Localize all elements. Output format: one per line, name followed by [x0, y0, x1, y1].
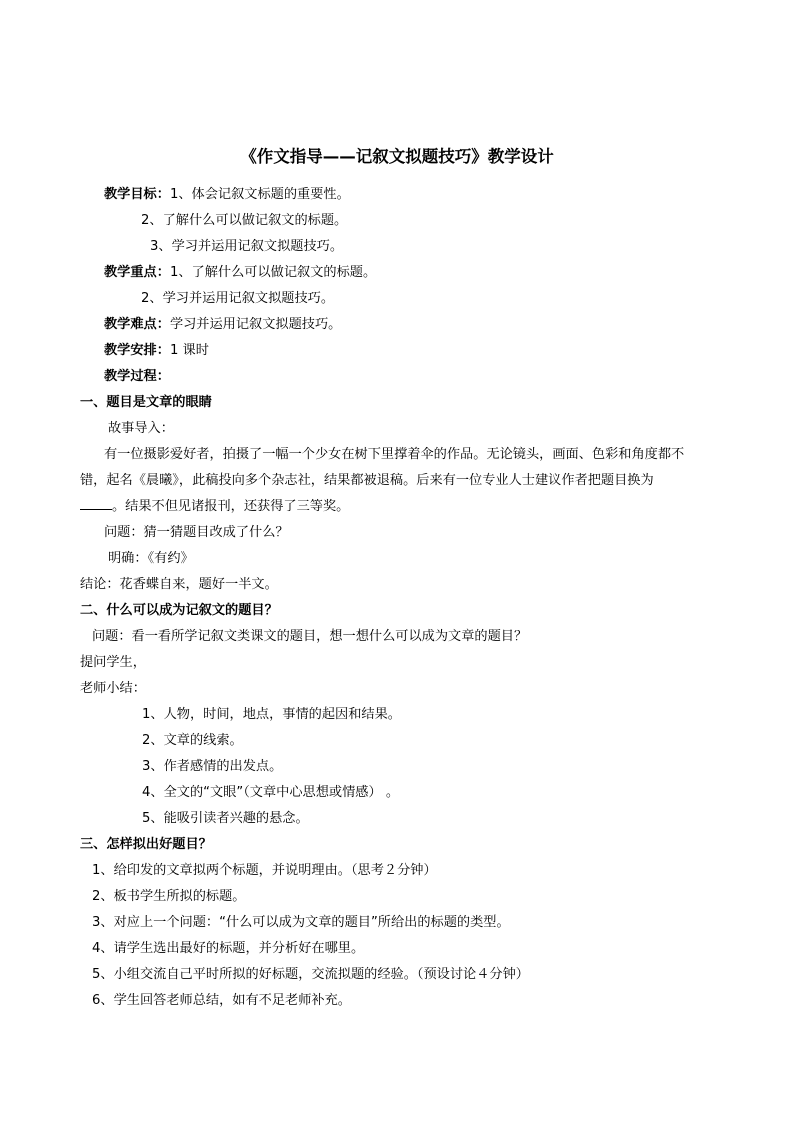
schedule-label: 教学安排： — [104, 343, 170, 358]
section-heading: 一、题目是文章的眼睛 — [80, 395, 212, 410]
list-item: 3、对应上一个问题：“什么可以成为文章的题目”所给出的标题的类型。 — [92, 915, 510, 930]
key-points-label: 教学重点： — [104, 265, 170, 280]
difficulty-text: 学习并运用记叙文拟题技巧。 — [169, 317, 342, 332]
list-item: 5、小组交流自己平时所拟的好标题，交流拟题的经验。（预设讨论４分钟） — [92, 967, 529, 982]
list-item: 1、给印发的文章拟两个标题，并说明理由。（思考２分钟） — [92, 863, 437, 878]
teaching-difficulty — [104, 316, 341, 334]
list-item: 6、学生回答老师总结，如有不足老师补充。 — [92, 993, 351, 1008]
page-title: 《作文指导——记叙文拟题技巧》教学设计 — [240, 147, 554, 166]
section-heading: 三、怎样拟出好题目？ — [80, 837, 212, 852]
goal-item: 3、学习并运用记叙文拟题技巧。 — [150, 239, 344, 254]
goal-item: 1、体会记叙文标题的重要性。 — [169, 187, 350, 202]
list-item: 5、能吸引读者兴趣的悬念。 — [142, 811, 309, 826]
schedule-text: 1 课时 — [169, 343, 209, 358]
goals-label: 教学目标： — [104, 187, 170, 202]
section-heading: 二、什么可以成为记叙文的题目？ — [80, 603, 278, 618]
story-text-end: 。结果不但见诸报刊，还获得了三等奖。 — [112, 499, 350, 514]
teaching-process — [104, 368, 170, 386]
story-text — [80, 498, 349, 516]
teacher-summary-label: 老师小结： — [80, 681, 146, 696]
question-text: 问题：看一看所学记叙文类课文的题目，想一想什么可以成为文章的题目？ — [92, 629, 528, 644]
story-text: 有一位摄影爱好者，拍摄了一幅一个少女在树下里撑着伞的作品。无论镜头，画面、色彩和角度都不 — [104, 447, 685, 462]
list-item: 2、文章的线索。 — [142, 733, 243, 748]
ask-students-text: 提问学生， — [80, 655, 146, 670]
story-text: 错，起名《晨曦》，此稿投向多个杂志社，结果都被退稿。后来有一位专业人士建议作者把题目换为 — [80, 473, 654, 488]
teaching-schedule — [104, 342, 209, 360]
process-label: 教学过程： — [104, 369, 170, 384]
story-intro: 故事导入： — [108, 421, 174, 436]
goal-item: 2、了解什么可以做记叙文的标题。 — [141, 213, 348, 228]
fill-in-blank — [80, 498, 112, 510]
question-text: 问题：猜一猜题目改成了什么？ — [104, 525, 289, 540]
key-point-item: 2、学习并运用记叙文拟题技巧。 — [141, 291, 335, 306]
difficulty-label: 教学难点： — [104, 317, 170, 332]
list-item: 3、作者感情的出发点。 — [142, 759, 283, 774]
list-item: 4、全文的“文眼”（文章中心思想或情感） 。 — [142, 785, 400, 800]
list-item: 1、人物，时间，地点，事情的起因和结果。 — [142, 707, 401, 722]
conclusion-text: 结论：花香蝶自来，题好一半文。 — [80, 577, 278, 592]
answer-text: 明确：《有约》 — [108, 551, 194, 566]
teaching-key-points — [104, 264, 376, 282]
key-point-item: 1、了解什么可以做记叙文的标题。 — [169, 265, 377, 280]
list-item: 4、请学生选出最好的标题，并分析好在哪里。 — [92, 941, 365, 956]
teaching-goals — [104, 186, 350, 204]
list-item: 2、板书学生所拟的标题。 — [92, 889, 246, 904]
